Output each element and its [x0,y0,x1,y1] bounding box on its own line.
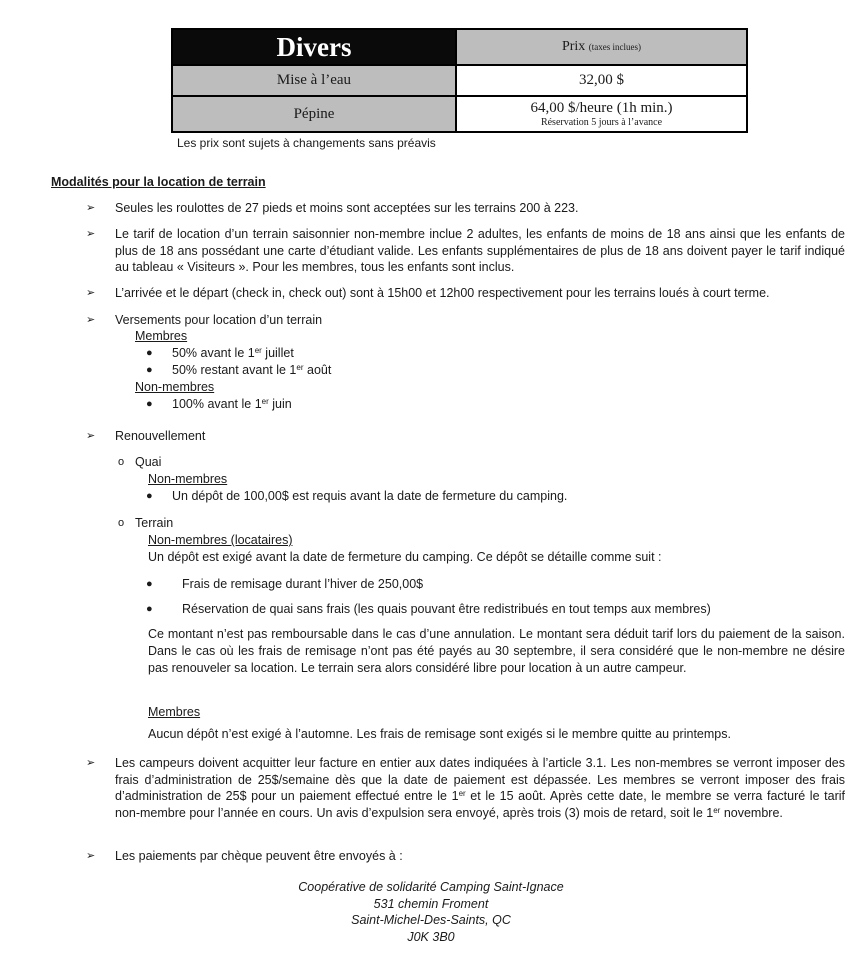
table-cell-item: Pépine [172,96,456,132]
subheading-non-membres-locataires: Non-membres (locataires) [148,533,293,547]
list-item: Renouvellement [115,429,206,443]
table-cell-price: 32,00 $ [456,65,747,96]
bullet-icon: ● [146,347,153,359]
table-header-prix: Prix (taxes inclues) [456,29,747,65]
list-item: Les paiements par chèque peuvent être envoyés à : [115,849,403,863]
list-item: 50% restant avant le 1er août [172,363,332,377]
list-item-quai: Quai [135,455,162,469]
arrow-bullet-icon: ➢ [86,757,96,769]
list-item-terrain: Terrain [135,516,174,530]
arrow-bullet-icon: ➢ [86,430,96,442]
text-line: Un dépôt est exigé avant la date de fermeture du camping. Ce dépôt se détaille comme suit : [148,550,662,564]
subheading-non-membres: Non-membres [148,472,228,486]
list-item: Le tarif de location d’un terrain saisonnier non-membre inclue 2 adultes, les enfants de moins de 18 ans ainsi que les enfants de plus de 18 ans possédant une carte d’étudiant valide. Les enfants supplémentaires de plus de 18 ans doivent payer le tarif indiqué au tableau « Visiteurs ». Pour les membres, tous les enfants sont inclus. [115,227,845,275]
subheading-membres: Membres [148,705,201,719]
address-line: Coopérative de solidarité Camping Saint-Ignace [298,880,564,894]
text-line: Aucun dépôt n’est exigé à l’automne. Les frais de remisage sont exigés si le membre quitte au printemps. [148,727,731,741]
table-row [172,96,747,132]
bullet-icon: ● [146,490,153,502]
arrow-bullet-icon: ➢ [86,850,96,862]
arrow-bullet-icon: ➢ [86,228,96,240]
table-cell-price: 64,00 $/heure (1h min.) Réservation 5 jours à l’avance [456,96,747,132]
address-line: J0K 3B0 [407,930,455,945]
list-item: Seules les roulottes de 27 pieds et moins sont acceptées sur les terrains 200 à 223. [115,201,579,215]
address-line: Saint-Michel-Des-Saints, QC [351,913,511,928]
list-item: L’arrivée et le départ (check in, check out) sont à 15h00 et 12h00 respectivement pour les terrains loués à court terme. [115,286,770,300]
bullet-icon: ● [146,364,153,376]
bullet-icon: ● [146,603,153,615]
subheading-non-membres: Non-membres [135,380,215,394]
list-item: 50% avant le 1er juillet [172,346,294,360]
table-header-row [172,29,747,65]
bullet-icon: ● [146,398,153,410]
list-item: Un dépôt de 100,00$ est requis avant la date de fermeture du camping. [172,489,568,503]
arrow-bullet-icon: ➢ [86,314,96,326]
table-cell-item: Mise à l’eau [172,65,456,96]
address-line: 531 chemin Froment [373,896,489,911]
price-note: Les prix sont sujets à changements sans préavis [177,136,436,150]
section-title: Modalités pour la location de terrain [51,175,266,189]
circle-bullet-icon: o [118,517,125,529]
table-row [172,65,747,96]
list-item: Les campeurs doivent acquitter leur facture en entier aux dates indiquées à l’article 3.1. Les non-membres se verront imposer des frais d’administration de 25$/semaine dès que la date de paiement est dépassée. Les membres se verront imposer des frais d’administration de 25$ pour un paiement effectué entre le 1er et le 15 août. Après cette date, le membre se verra facturé le tarif non-membre pour l’année en cours. Un avis d’expulsion sera envoyé, après trois (3) mois de retard, soit le 1er novembre. [115,756,845,820]
list-item: 100% avant le 1er juin [172,397,292,411]
mailing-address [0,879,862,946]
subheading-membres: Membres [135,329,188,343]
list-item: Frais de remisage durant l’hiver de 250,00$ [182,577,424,591]
bullet-icon: ● [146,578,153,590]
arrow-bullet-icon: ➢ [86,202,96,214]
table-cell-price-note: Réservation 5 jours à l’avance [540,117,663,128]
list-item: Réservation de quai sans frais (les quais pouvant être redistribués en tout temps aux membres) [182,602,711,616]
arrow-bullet-icon: ➢ [86,287,96,299]
price-table [171,28,748,133]
list-item: Versements pour location d’un terrain [115,313,323,327]
paragraph: Ce montant n’est pas remboursable dans le cas d’une annulation. Le montant sera déduit tarif lors du paiement de la saison. Dans le cas où les frais de remisage n’ont pas été payés au 30 septembre, il sera considéré que le non-membre ne désire pas renouveler sa location. Le terrain sera alors considéré libre pour location à un autre campeur. [148,627,845,675]
table-header-divers: Divers [172,29,456,65]
circle-bullet-icon: o [118,456,125,468]
